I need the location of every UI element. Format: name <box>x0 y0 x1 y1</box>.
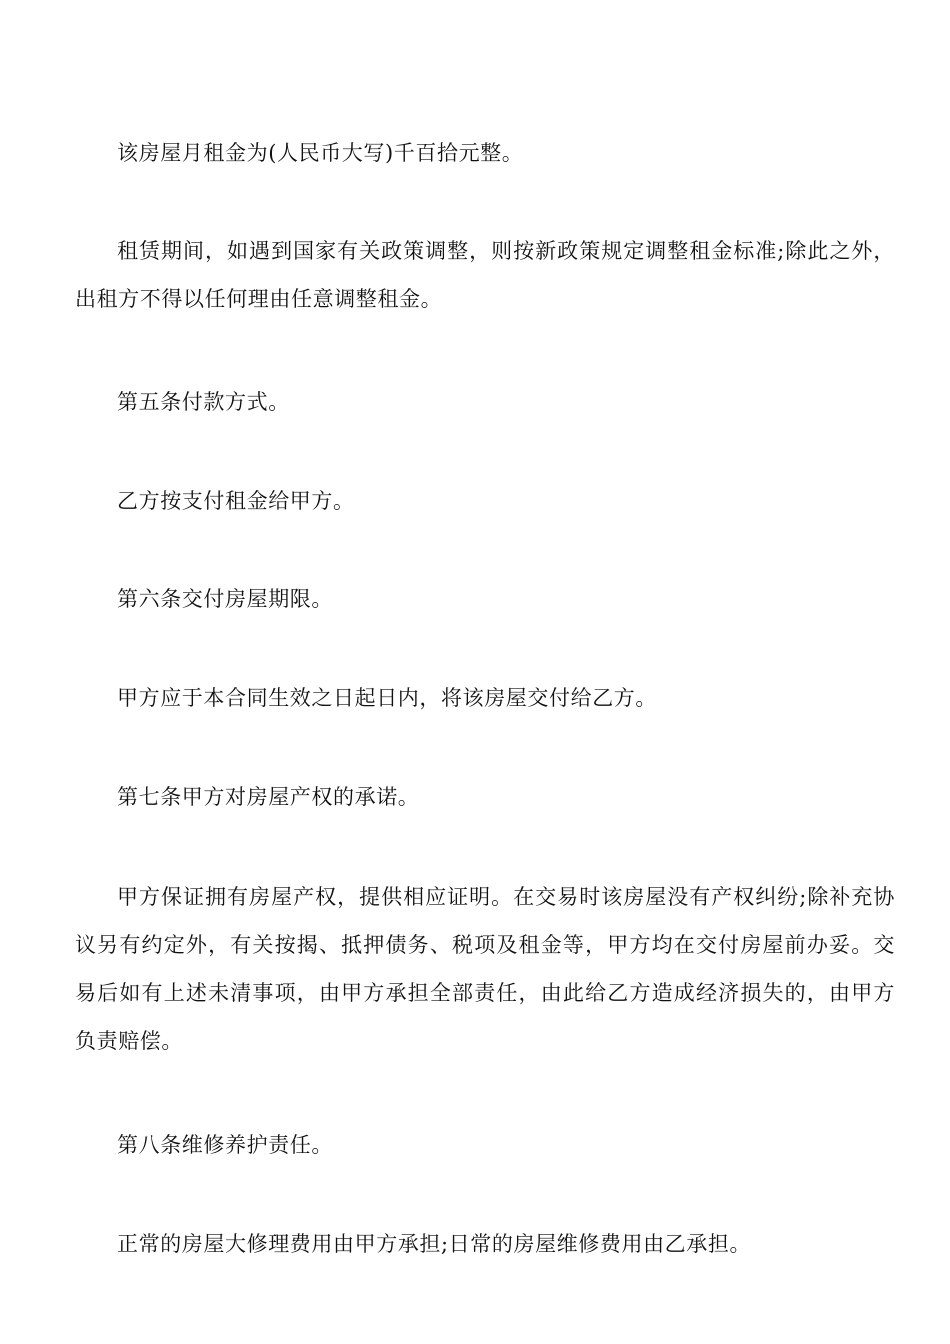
paragraph-delivery-term: 甲方应于本合同生效之日起日内，将该房屋交付给乙方。 <box>117 686 657 710</box>
paragraph-property-rights: 甲方保证拥有房屋产权，提供相应证明。在交易时该房屋没有产权纠纷;除补充协议另有约定外，有关按揭、抵押债务、税项及租金等，甲方均在交付房屋前办妥。交易后如有上述未清事项，由甲方承担全部责任，由此给乙方造成经济损失的，由甲方负责赔偿。 <box>75 885 895 1053</box>
heading-article-6: 第六条交付房屋期限。 <box>117 587 333 611</box>
heading-article-7: 第七条甲方对房屋产权的承诺。 <box>117 785 420 809</box>
paragraph-payment: 乙方按支付租金给甲方。 <box>117 489 355 513</box>
paragraph-rent-amount: 该房屋月租金为(人民币大写)千百拾元整。 <box>117 141 524 165</box>
heading-article-8: 第八条维修养护责任。 <box>117 1133 333 1157</box>
paragraph-maintenance: 正常的房屋大修理费用由甲方承担;日常的房屋维修费用由乙承担。 <box>117 1232 752 1256</box>
heading-article-5: 第五条付款方式。 <box>117 390 290 414</box>
paragraph-rent-adjustment: 租赁期间，如遇到国家有关政策调整，则按新政策规定调整租金标准;除此之外，出租方不得以任何理由任意调整租金。 <box>75 239 895 311</box>
